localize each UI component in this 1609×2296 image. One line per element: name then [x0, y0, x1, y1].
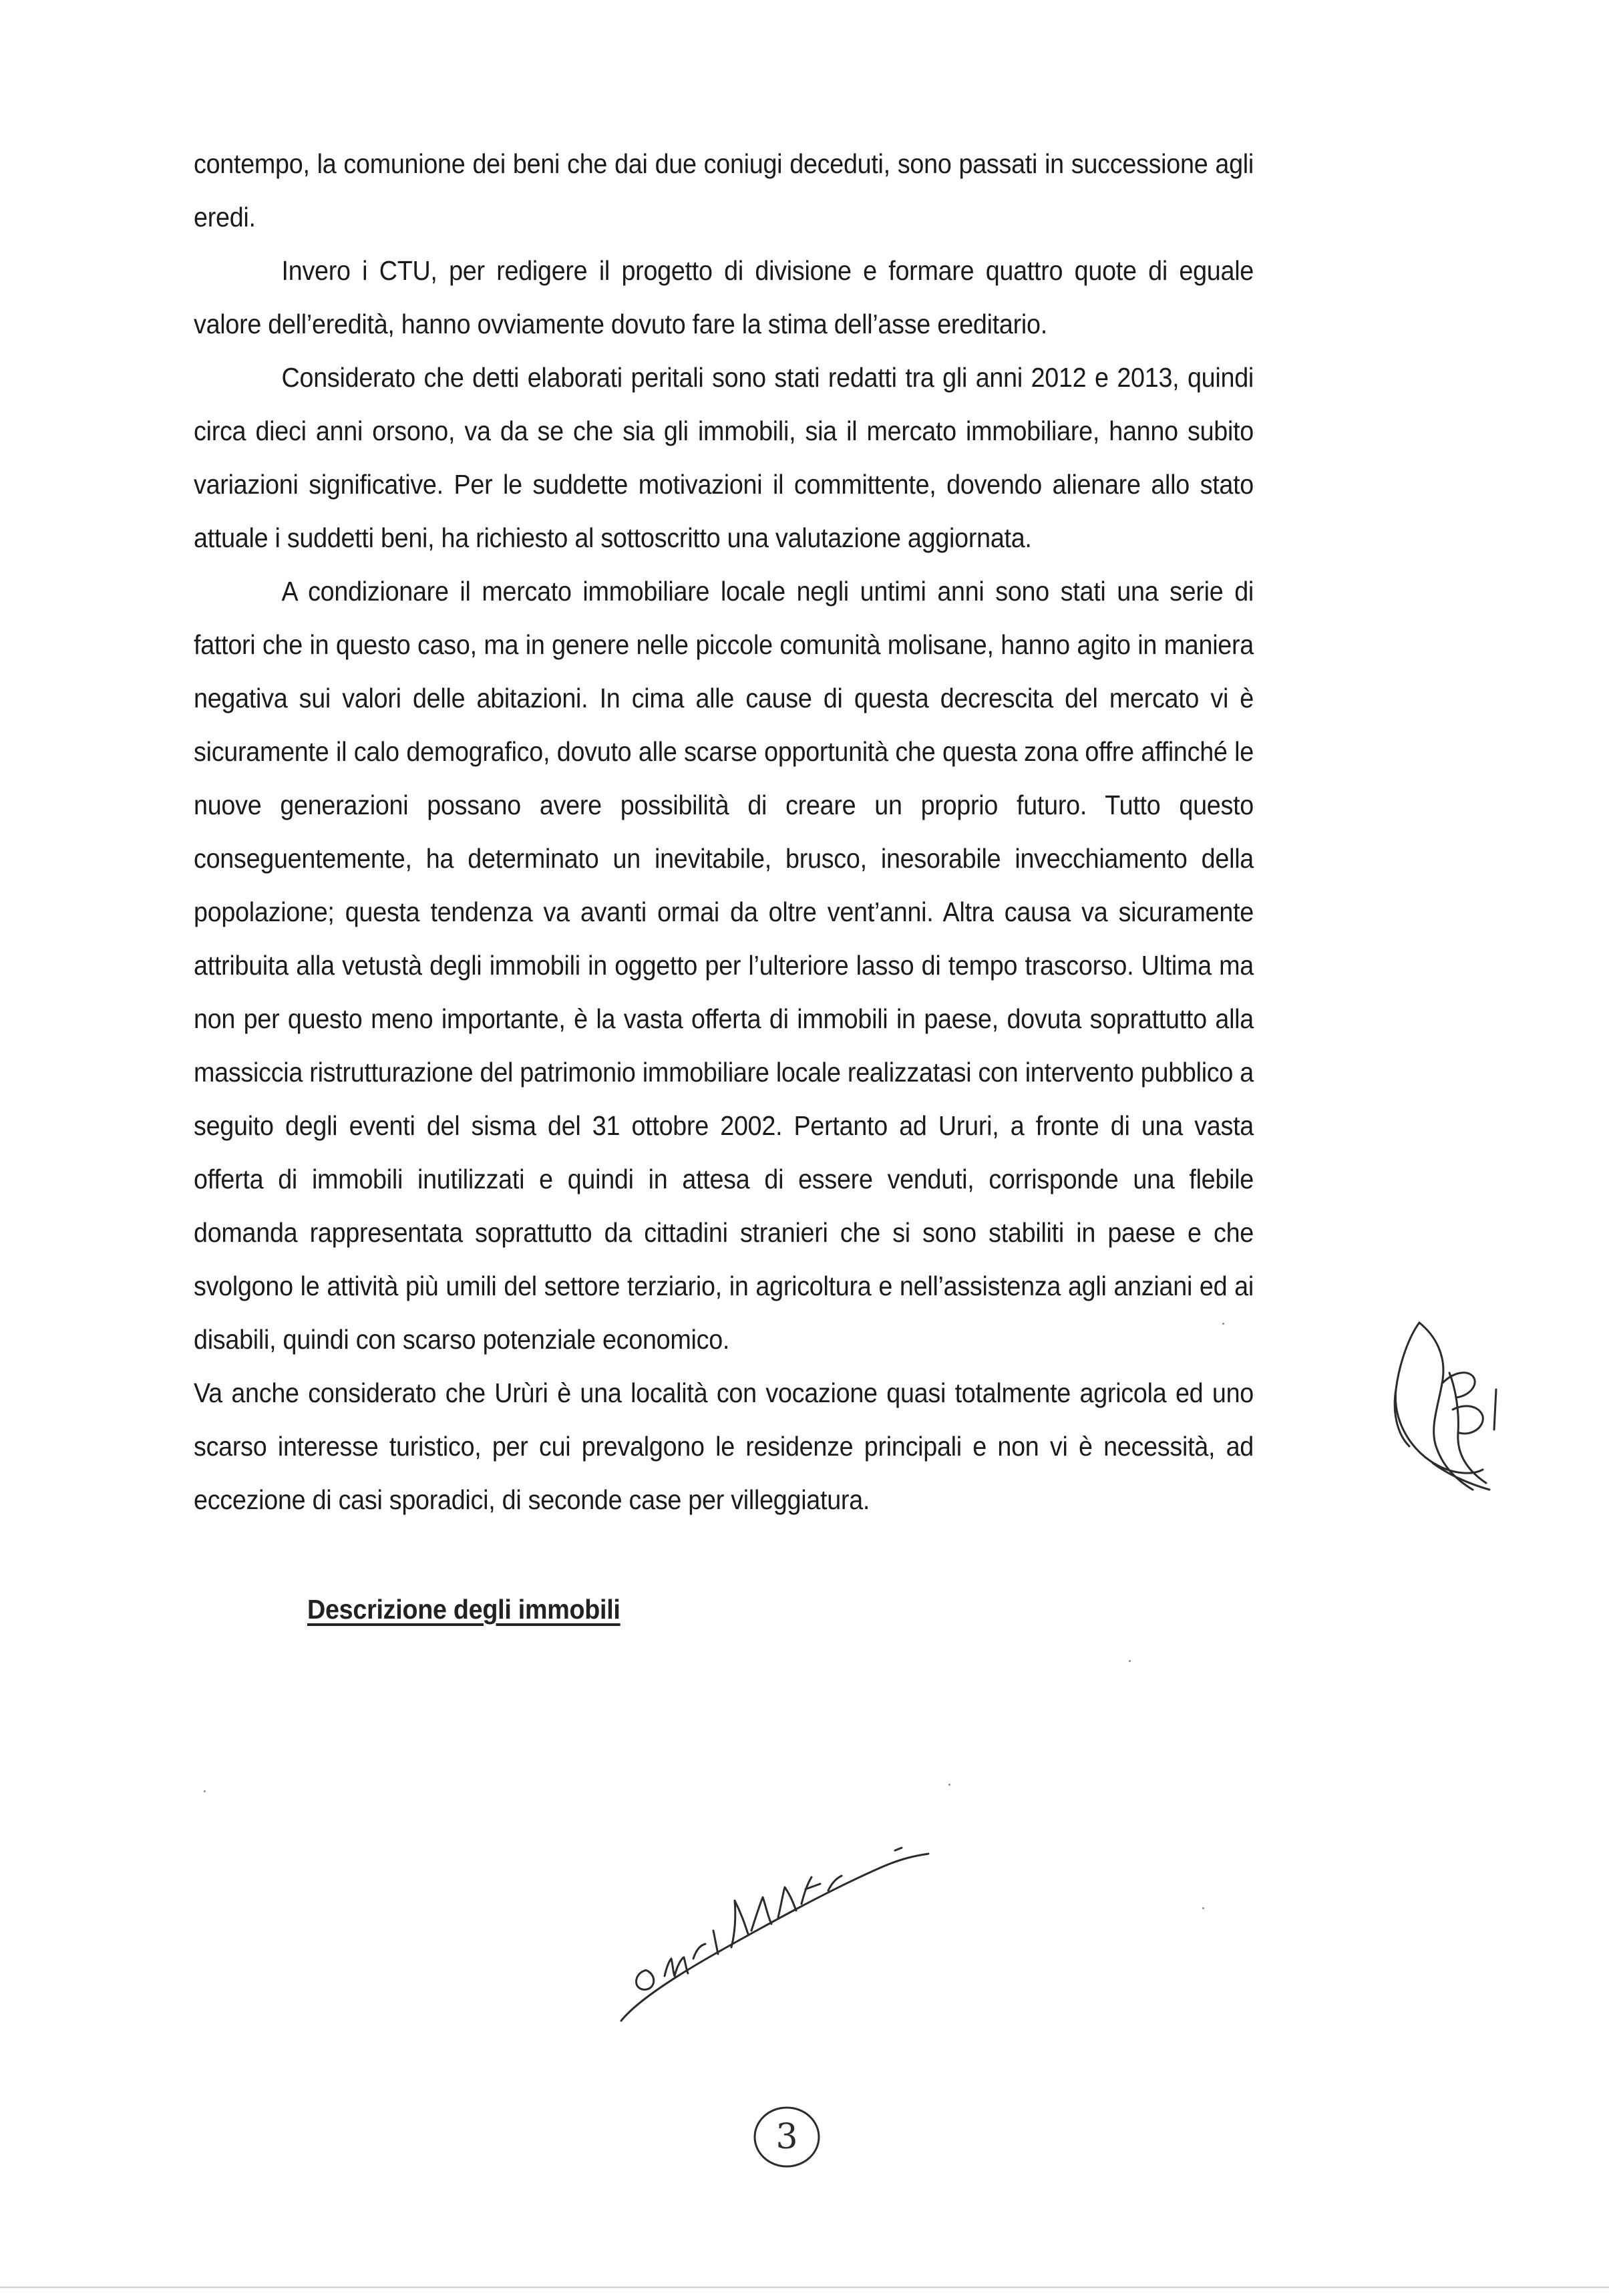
body-text — [194, 137, 1254, 1526]
paragraph-4: A condizionare il mercato immobiliare locale negli untimi anni sono stati una serie di fattori che in questo caso, ma in genere nelle piccole comunità molisane, hanno agito in maniera negativa sui valori delle abitazioni. In cima alle cause di questa decrescita del mercato vi è sicuramente il calo demografico, dovuto alle scarse opportunità che questa zona offre affinché le nuove generazioni possano avere possibilità di creare un proprio futuro. Tutto questo conseguentemente, ha determinato un inevitabile, brusco, inesorabile invecchiamento della popolazione; questa tendenza va avanti ormai da oltre vent’anni. Altra causa va sicuramente attribuita alla vetustà degli immobili in oggetto per l’ulteriore lasso di tempo trascorso. Ultima ma non per questo meno importante, è la vasta offerta di immobili in paese, dovuta soprattutto alla massiccia ristrutturazione del patrimonio immobiliare locale realizzatasi con intervento pubblico a seguito degli eventi del sisma del 31 ottobre 2002. Pertanto ad Ururi, a fronte di una vasta offerta di immobili inutilizzati e quindi in attesa di essere venduti, corrisponde una flebile domanda rappresentata soprattutto da cittadini stranieri che si sono stabiliti in paese e che svolgono le attività più umili del settore terziario, in agricoltura e nell’assistenza agli anziani ed ai disabili, quindi con scarso potenziale economico. — [194, 576, 1254, 1355]
bottom-signature — [608, 1804, 942, 2044]
paragraph-2: Invero i CTU, per redigere il progetto di divisione e formare quattro quote di eguale valore dell’eredità, hanno ovviamente dovuto fare la stima dell’asse ereditario. — [194, 255, 1254, 339]
page-edge-rule — [0, 2287, 1609, 2288]
paragraph-5: Va anche considerato che Urùri è una località con vocazione quasi totalmente agricola ed uno scarso interesse turistico, per cui prevalgono le residenze principali e non vi è necessità, ad eccezione di casi sporadici, di seconde case per villeggiatura. — [194, 1377, 1254, 1515]
svg-text:3: 3 — [775, 2117, 798, 2157]
paragraph-1: contempo, la comunione dei beni che dai due coniugi deceduti, sono passati in successione agli eredi. — [194, 148, 1254, 232]
section-title: Descrizione degli immobili — [307, 1594, 620, 1625]
paragraph-3: Considerato che detti elaborati peritali sono stati redatti tra gli anni 2012 e 2013, quindi circa dieci anni orsono, va da se che sia gli immobili, sia il mercato immobiliare, hanno subito variazioni significative. Per le suddette motivazioni il committente, dovendo alienare allo stato attuale i suddetti beni, ha richiesto al sottoscritto una valutazione aggiornata. — [194, 362, 1254, 553]
page-number — [747, 2100, 827, 2174]
margin-signature — [1373, 1309, 1506, 1530]
